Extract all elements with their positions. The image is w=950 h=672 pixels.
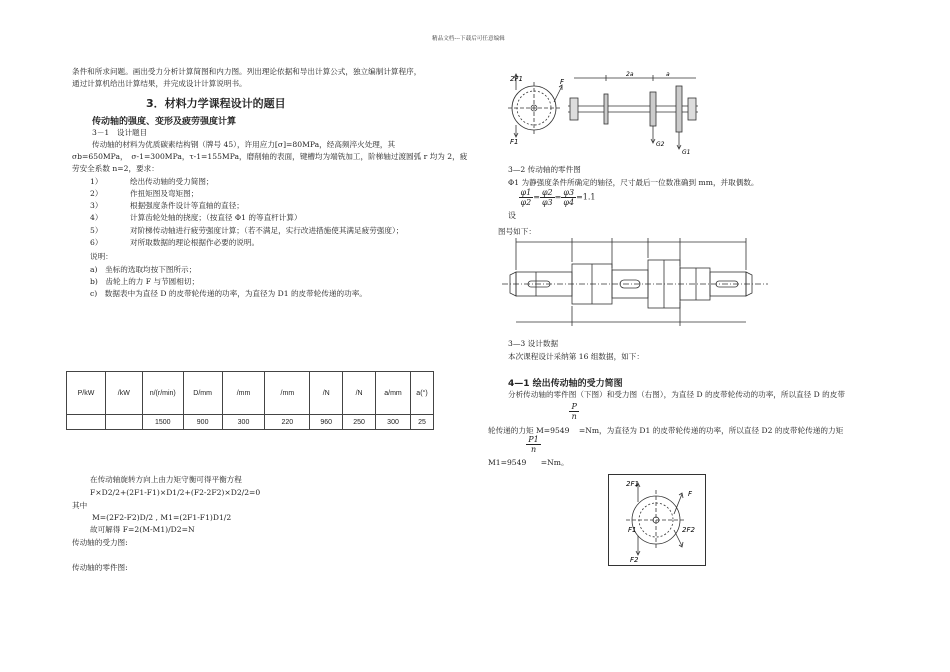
label-2F2: 2F2 [682,526,695,534]
table-header-cell: /N [343,372,376,415]
equation-2: M=(2F2-F2)D/2 , M1=(2F1-F1)D1/2 [92,513,232,522]
force-diagram-label: 传动轴的受力图: [72,538,128,547]
subsection-3-3: 3—3 设计数据 [508,339,559,348]
requirement-num: 1） [90,177,103,186]
phi-fraction: $\frac{\varphi 1}{\varphi 2}$ [520,188,532,207]
intro-line-1: 条件和所求问题。画出受力分析计算简图和内力图。列出理论依据和导出计算公式，独立编制计算程序， [72,67,422,76]
material-line-1: 传动轴的材料为优质碳素结构钢（牌号 45），许用应力[σ]=80MPa，经高频淬火处理，其 [92,140,396,149]
pulley-force-diagram [608,474,706,566]
phi-description: Φ1 为静强度条件所确定的轴径，尺寸最后一位数准确到 mm，并取偶数。 [508,178,759,187]
label-G1: G1 [682,149,691,156]
note-label: 说明： [90,252,113,261]
equation-intro: 在传动轴旋转方向上由力矩守衡可得平衡方程 [90,475,242,484]
power-fraction: $\frac{P}{n}$ [571,402,577,421]
subsection-3-1: 3－1 设计题目 [92,128,148,137]
requirement-text: 对阶梯传动轴进行疲劳强度计算；（若不满足，实行改进措施使其满足疲劳强度）； [130,226,404,235]
label-G2: G2 [656,141,665,148]
table-header-cell: /kW [105,372,142,415]
table-cell: 960 [310,415,343,430]
table-header-cell: a(°) [410,372,433,415]
requirement-num: 4） [90,213,103,222]
table-cell: 1500 [142,415,183,430]
section-title: 3．材料力学课程设计的题目 [146,97,286,110]
table-cell: 220 [265,415,310,430]
label-F: F [560,78,565,86]
table-cell: 900 [183,415,222,430]
material-line-2: σb=650MPa， σ-1=300MPa，τ-1=155MPa，磨削轴的表面，键槽均为端铣加工，阶梯轴过渡圆弧 r 均为 2，疲 [72,152,468,161]
requirement-text: 绘出传动轴的受力简图； [130,177,214,186]
note-item: b) 齿轮上的力 F 与节圆相切； [90,277,200,286]
section-subtitle: 传动轴的强度、变形及疲劳强度计算 [92,117,237,127]
table-header-cell: D/mm [183,372,222,415]
requirement-num: 3） [90,201,103,210]
label-F1: F1 [510,138,519,146]
power1-fraction: $\frac{P1}{n}$ [528,435,539,454]
shaft-assembly-diagram [506,70,706,162]
table-cell: 300 [376,415,411,430]
phi-ratio-equation: 设 $\frac{\varphi 1}{\varphi 2}$ = $\frac{\varphi 2}{\varphi 3}$ = $\frac{\varphi 3}{\varphi 4}$ =1.1 [508,188,596,220]
section-4-1-para-1: 分析传动轴的零件图（下图）和受力图（右图），为直径 D 的皮带轮传动的功率，所以直径 D 的皮带 [508,390,845,399]
table-header-cell: /mm [265,372,310,415]
requirement-text: 对所取数据的理论根据作必要的说明。 [130,238,260,247]
equation-where: 其中 [72,501,88,510]
label-2F1: 2F1 [626,480,639,488]
requirement-text: 计算齿轮处轴的挠度；（按直径 Φ1 的等直杆计算） [130,213,302,222]
phi-fraction: $\frac{\varphi 3}{\varphi 4}$ [563,188,575,207]
label-2F1: 2F1 [510,75,523,83]
torque-equation-line: 轮传递的力矩 M=9549 $\frac{P}{n}$ =Nm，为直径为 D1 的皮带轮传递的功率，所以直径 D2 的皮带轮传递的力矩 [488,402,844,435]
part-drawing-label: 传动轴的零件图: [72,563,128,572]
material-line-3: 劳安全系数 n=2，要求： [72,164,159,173]
equation-3: 故可解得 F=2(M-M1)/D2=N [90,525,195,534]
table-cell: 250 [343,415,376,430]
requirement-num: 2） [90,189,103,198]
label-a: a [666,71,670,78]
table-header-cell: a/mm [376,372,411,415]
section-4-1-title: 4—1 绘出传动轴的受力简图 [508,379,623,389]
note-item: a) 坐标的选取均按下图所示； [90,265,197,274]
subsection-3-3-text: 本次课程设计采纳第 16 组数据，如下： [508,352,644,361]
drawing-label: 图号如下： [498,227,536,236]
page-header: 精品文档---下载后可任意编辑 [432,36,505,42]
table-cell [67,415,106,430]
label-F: F [688,490,693,498]
label-F1: F1 [628,526,637,534]
table-header-cell: /mm [222,372,265,415]
table-cell: 25 [410,415,433,430]
stepped-shaft-drawing [500,234,770,330]
requirement-text: 根据强度条件设计等直轴的直径； [130,201,244,210]
table-header-cell: P/kW [67,372,106,415]
requirement-text: 作扭矩图及弯矩图； [130,189,199,198]
table-header-row [67,372,434,415]
requirement-num: 5） [90,226,103,235]
note-item: c) 数据表中为直径 D 的皮带轮传递的功率，为直径为 D1 的皮带轮传递的功率。 [90,289,367,298]
table-row [67,415,434,430]
parameter-table [66,371,434,430]
intro-line-2: 通过计算机给出计算结果，并完成设计计算说明书。 [72,79,247,88]
equation-1: F×D2/2+(2F1-F1)×D1/2+(F2-2F2)×D2/2=0 [90,488,261,497]
phi-prefix: 设 [508,210,516,220]
table-cell: 300 [222,415,265,430]
label-2a: 2a [626,71,634,78]
figure-caption: 3—2 传动轴的零件图 [508,165,581,174]
phi-fraction: $\frac{\varphi 2}{\varphi 3}$ [541,188,553,207]
table-cell [105,415,142,430]
torque-1-equation-line: M1=9549 $\frac{P1}{n}$ =Nm。 [488,435,569,467]
label-F2: F2 [630,556,639,564]
table-header-cell: /N [310,372,343,415]
requirement-num: 6） [90,238,103,247]
table-header-cell: n/(r/min) [142,372,183,415]
